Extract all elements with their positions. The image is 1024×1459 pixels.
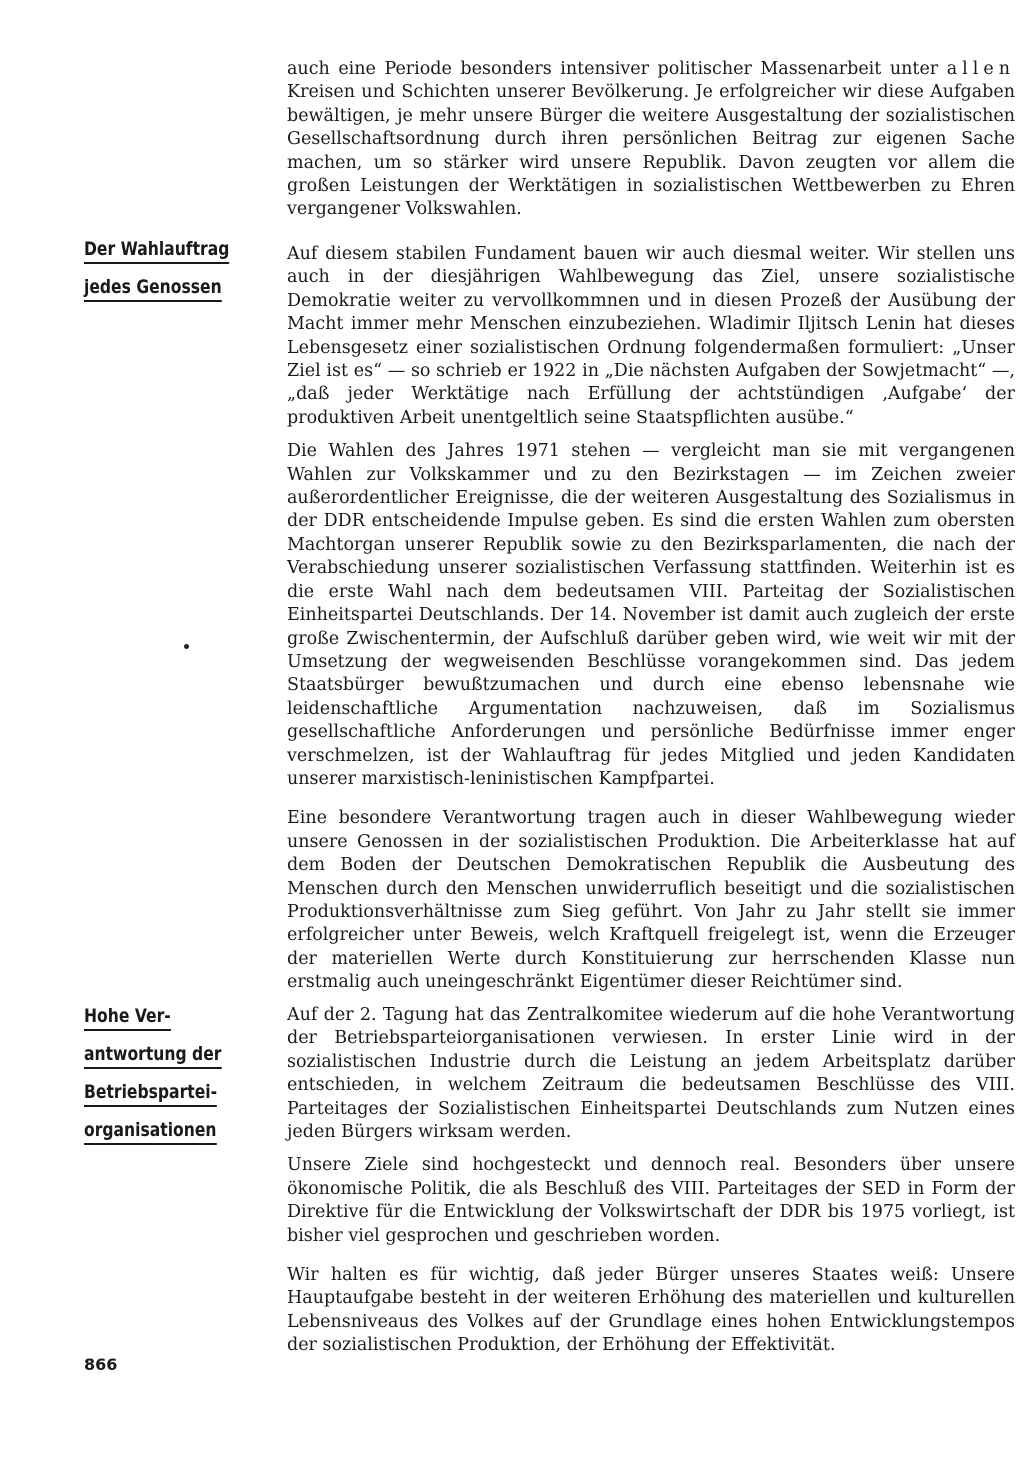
- page-number: 866: [84, 1355, 118, 1374]
- sidenote-verantwortung: [84, 1000, 232, 1152]
- emphasized-word: allen: [946, 59, 1015, 79]
- paragraph: [287, 58, 1015, 222]
- paragraph: Eine besondere Verantwortung tragen auch in dieser Wahlbewegung wieder unsere Genossen in der sozialistischen Produktion. Die Arbeiterklasse hat auf dem Boden der Deutschen Demokratischen Republik die Ausbeutung des Menschen durch den Menschen unwiderruflich beseitigt und die sozialistischen Produktionsverhältnisse zum Sieg geführt. Von Jahr zu Jahr stellt sie immer erfolgreicher unter Beweis, welch Kraftquell freigelegt ist, wenn die Erzeuger der materiellen Werte durch Konstituierung zur herrschenden Klasse nun erstmalig auch uneingeschränkt Eigentümer dieser Reichtümer sind.: [287, 808, 1015, 993]
- section-wahlauftrag-text: [287, 243, 1015, 995]
- sidenote-wahlauftrag: [84, 233, 232, 309]
- paragraph: Auf diesem stabilen Fundament bauen wir auch diesmal weiter. Wir stellen uns auch in der diesjährigen Wahlbewegung das Ziel, unsere sozialistische Demokratie weiter zu vervollkommnen und in diesen Prozeß der Ausübung der Macht immer mehr Menschen einzubeziehen. Wladimir Iljitsch Lenin hat dieses Lebensgesetz einer sozialistischen Ordnung folgendermaßen formuliert: „Unser Ziel ist es“ — so schrieb er 1922 in „Die nächsten Aufgaben der Sowjetmacht“ —, „daß jeder Werktätige nach Erfüllung der achtstündigen ‚Aufgabe‘ der produktiven Arbeit unentgeltlich seine Staatspflichten ausübe.“: [287, 244, 1015, 428]
- continuation-text-block: [287, 58, 1015, 222]
- sidenote-line: Der Wahlauftrag: [84, 236, 229, 264]
- sidenote-line: Betriebspartei-: [84, 1079, 217, 1107]
- sidenote-line: jedes Genossen: [84, 274, 222, 302]
- section-verantwortung-text: [287, 1004, 1015, 1358]
- scan-speck: [184, 644, 189, 649]
- paragraph: Die Wahlen des Jahres 1971 stehen — vergleicht man sie mit vergangenen Wahlen zur Volkskammer und zu den Bezirkstagen — im Zeichen zweier außerordentlicher Ereignisse, die der weiteren Ausgestaltung des Sozialismus in der DDR entscheidende Impulse geben. Es sind die ersten Wahlen zum obersten Machtorgan unserer Republik sowie zu den Bezirksparlamenten, die nach der Verabschiedung unserer sozialistischen Verfassung stattfinden. Weiterhin ist es die erste Wahl nach dem bedeutsamen VIII. Parteitag der Sozialistischen Einheitspartei Deutschlands. Der 14. November ist damit auch zugleich der erste große Zwischentermin, der Aufschluß darüber geben wird, wie weit wir mit der Umsetzung der wegweisenden Beschlüsse vorangekommen sind. Das jedem Staatsbürger bewußtzumachen und durch eine ebenso lebensnahe wie leidenschaftliche Argumentation nachzuweisen, daß im Sozialismus gesellschaftliche Anforderungen und persönliche Bedürfnisse immer enger verschmelzen, ist der Wahlauftrag für jedes Mitglied und jeden Kandidaten unserer marxistisch-leninistischen Kampfpartei.: [287, 441, 1015, 789]
- sidenote-line: organisationen: [84, 1117, 217, 1145]
- sidenote-line: Hohe Ver-: [84, 1003, 171, 1031]
- sidenote-line: antwortung der: [84, 1041, 221, 1069]
- paragraph: Wir halten es für wichtig, daß jeder Bürger unseres Staates weiß: Unsere Hauptaufgabe besteht in der weiteren Erhöhung des materiellen und kulturellen Lebensniveaus des Volkes auf der Grundlage eines hohen Entwicklungstempos der sozialistischen Produktion, der Erhöhung der Effektivität.: [287, 1265, 1015, 1356]
- paragraph-lead: auch eine Periode besonders intensiver politischer Massenarbeit unter: [287, 59, 947, 79]
- paragraph-rest: Kreisen und Schichten unserer Bevölkerung. Je erfolgreicher wir diese Aufgaben bewältigen, je mehr unsere Bürger die weitere Ausgestaltung der sozialistischen Gesellschaftsordnung durch ihren persönlichen Beitrag zur eigenen Sache machen, um so stärker wird unsere Republik. Davon zeugten vor allem die großen Leistungen der Werktätigen in sozialistischen Wettbewerben zu Ehren vergangener Volkswahlen.: [287, 82, 1015, 220]
- paragraph: Auf der 2. Tagung hat das Zentralkomitee wiederum auf die hohe Verantwortung der Betriebsparteiorganisationen verwiesen. In erster Linie wird in der sozialistischen Industrie durch die Leistung an jedem Arbeitsplatz darüber entschieden, in welchem Zeitraum die bedeutsamen Beschlüsse des VIII. Parteitages der Sozialistischen Einheitspartei Deutschlands zum Nutzen eines jeden Bürgers wirksam werden.: [287, 1005, 1015, 1143]
- paragraph: Unsere Ziele sind hochgesteckt und dennoch real. Besonders über unsere ökonomische Politik, die als Beschluß des VIII. Parteitages der SED in Form der Direktive für die Entwicklung der Volkswirtschaft der DDR bis 1975 vorliegt, ist bisher viel gesprochen und geschrieben worden.: [287, 1155, 1015, 1246]
